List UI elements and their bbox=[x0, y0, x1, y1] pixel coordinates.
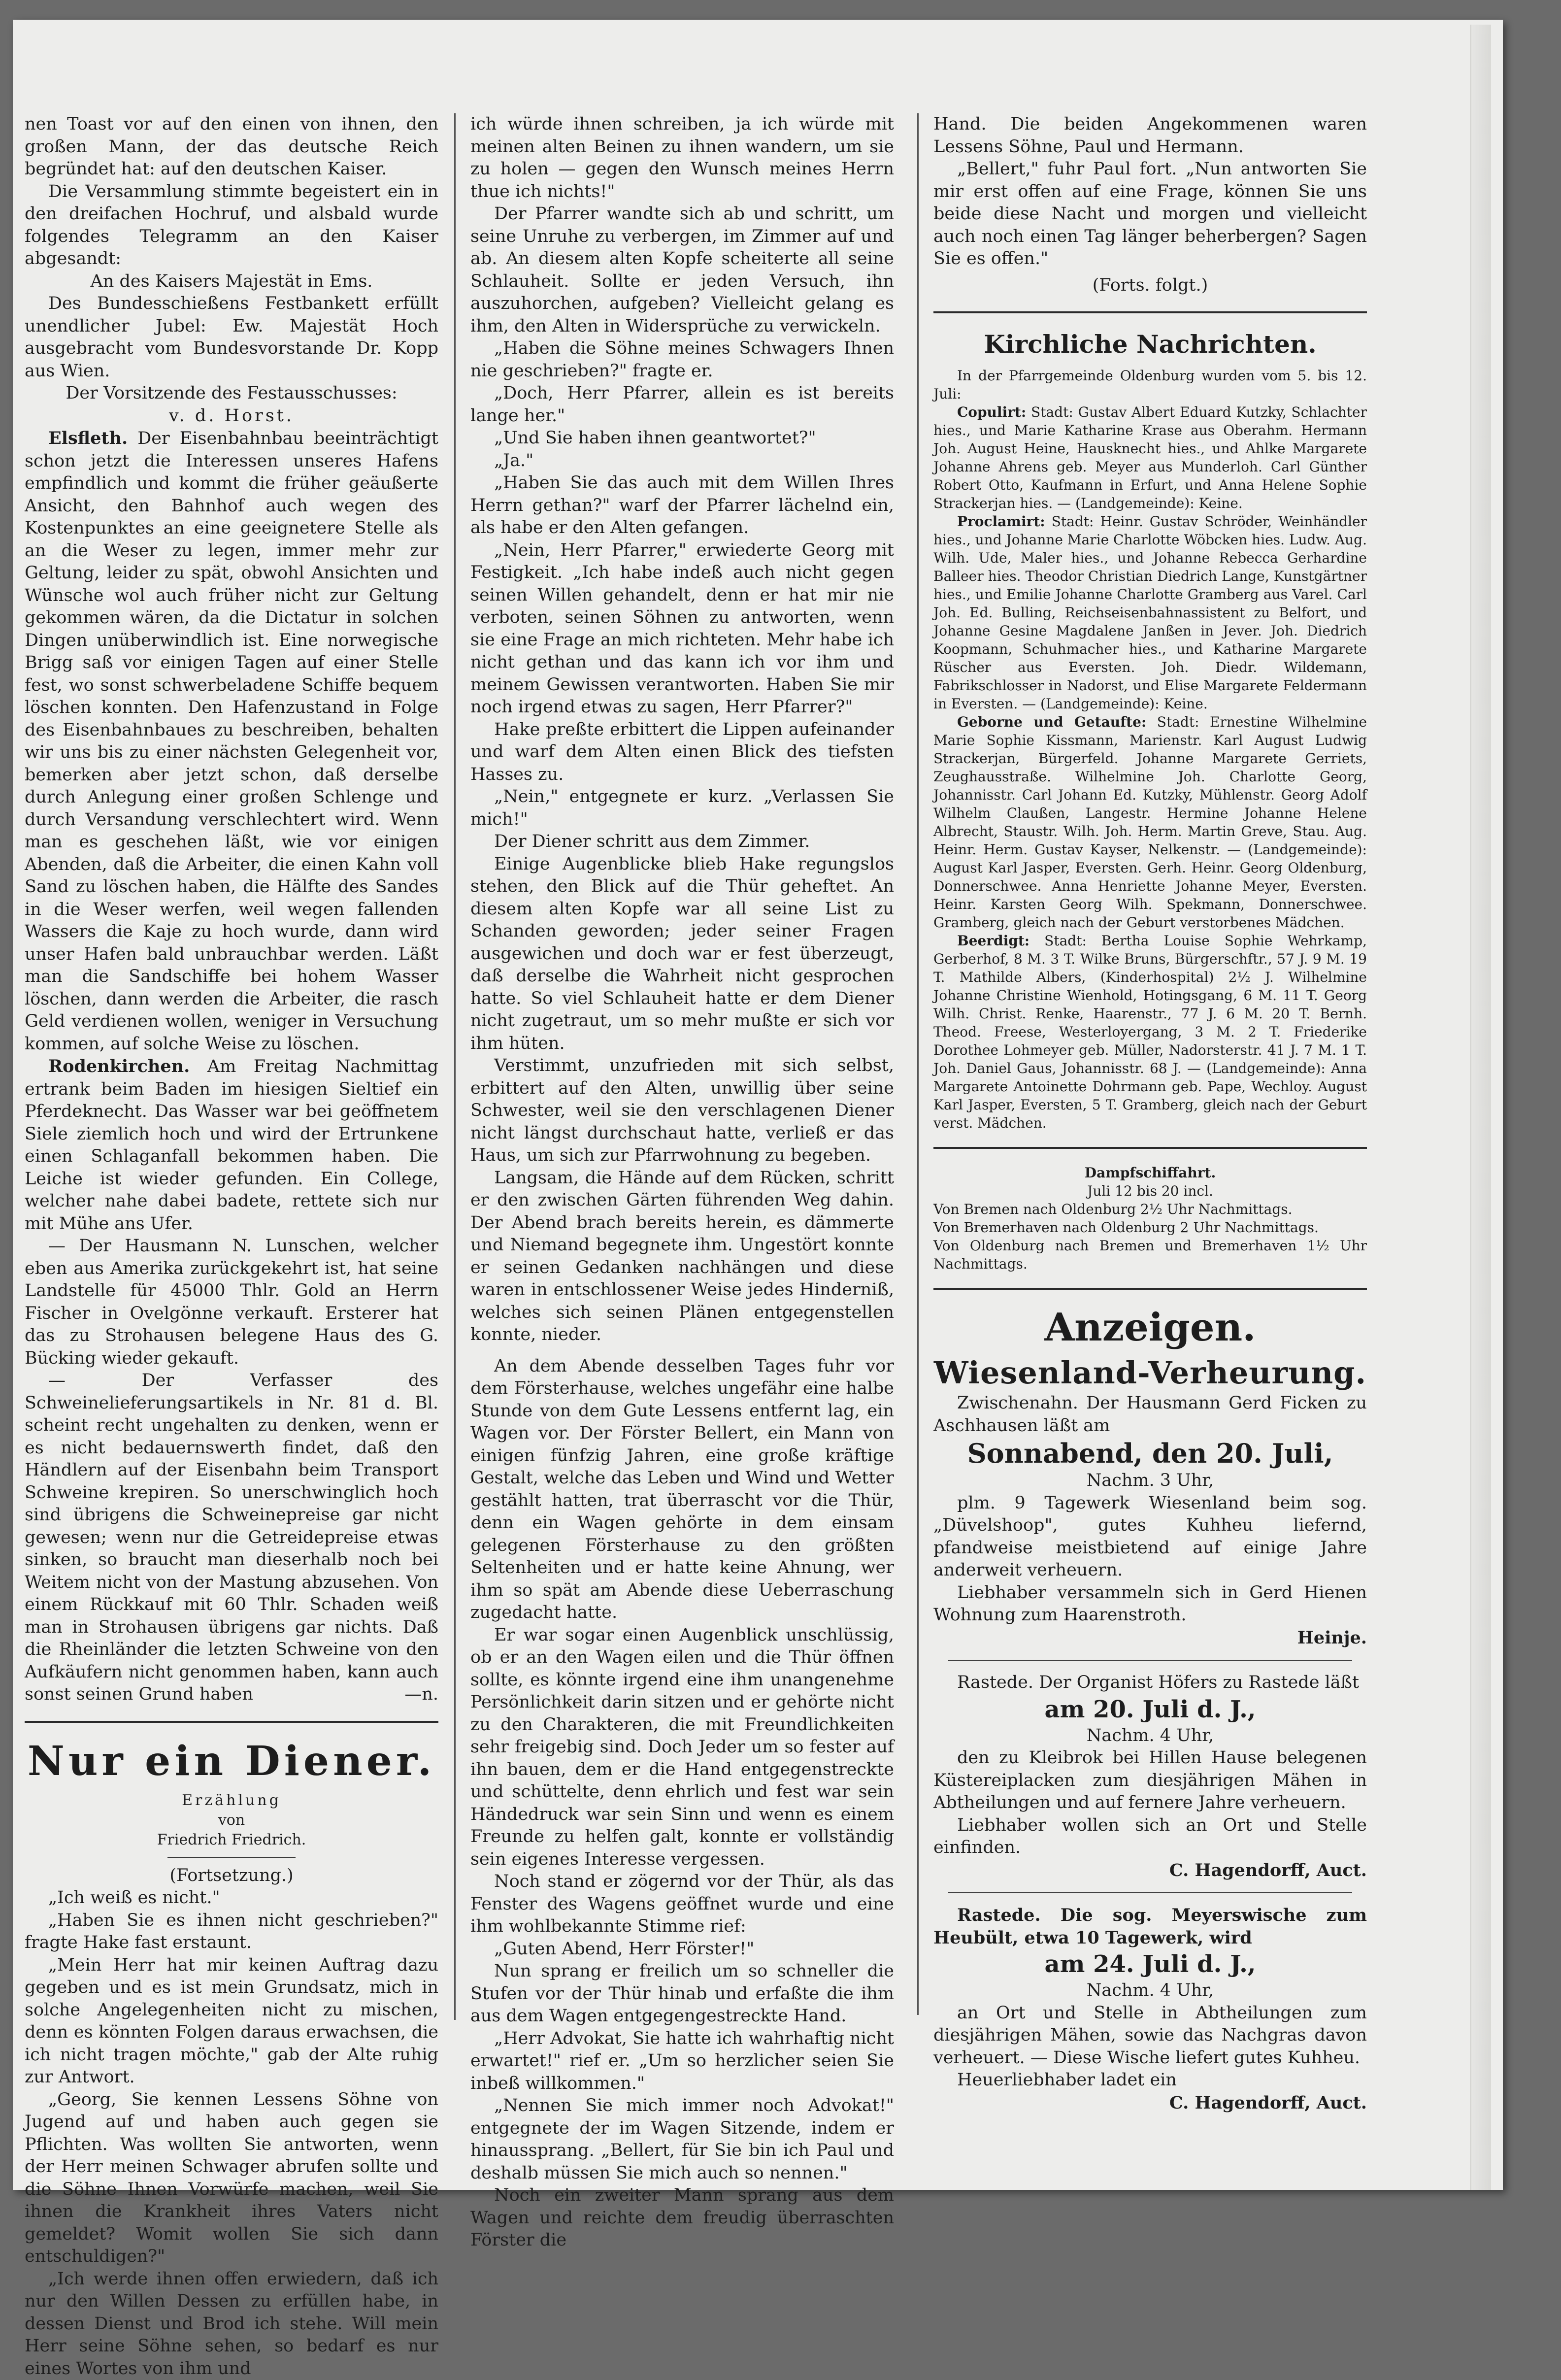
copulirt-text: Stadt: Gustav Albert Eduard Kutzky, Schlachter hies., und Marie Katharine Krase aus Oberahm. Hermann Joh. August Heine, Hausknecht hies., und Ahlke Margarete Johanne Ahrens geb. Meyer aus Munderloh. Carl Günther Robert Otto, Kaufmann in Erfurt, und Anna Helene Sophie Strackerjan hies. — (Landgemeinde): Keine. bbox=[933, 404, 1367, 511]
steamship-line: Von Bremerhaven nach Oldenburg 2 Uhr Nachmittags. bbox=[933, 1218, 1367, 1237]
serial-author: Friedrich Friedrich. bbox=[25, 1830, 438, 1850]
story-text: Noch ein zweiter Mann sprang aus dem Wagen und reichte dem freudig überraschten Förster die bbox=[470, 2184, 894, 2252]
ad-close: Liebhaber wollen sich an Ort und Stelle einfinden. bbox=[933, 1814, 1367, 1859]
story-text: An dem Abende desselben Tages fuhr vor dem Försterhause, welches ungefähr eine halbe Stunde von dem Gute Lessens entfernt lag, ein Wagen vor. Der Förster Bellert, ein Mann von einigen fünfzig Jahren, eine große kräftige Gestalt, welche das Leben und Wind und Wetter gestählt hatten, trat überrascht vor die Thür, denn ein Wagen gehörte in dem einsam gelegenen Försterhause zu den größten Seltenheiten und er hatte keine Ahnung, wer ihm so spät am Abende diese Ueberraschung zugedacht hatte. bbox=[470, 1355, 894, 1624]
ad-body: an Ort und Stelle in Abtheilungen zum diesjährigen Mähen, sowie das Nachgras davon verheuert. — Diese Wische liefert gutes Kuhheu. bbox=[933, 2002, 1367, 2070]
story-text: „Nennen Sie mich immer noch Advokat!" entgegnete der im Wagen Sitzende, indem er hinaussprang. „Bellert, für Sie bin ich Paul und deshalb müssen Sie mich auch so nennen." bbox=[470, 2095, 894, 2184]
ad-heading: Wiesenland-Verheurung. bbox=[933, 1354, 1367, 1392]
article-text: Die Versammlung stimmte begeistert ein in den dreifachen Hochruf, und alsbald wurde folgendes Telegramm an den Kaiser abgesandt: bbox=[25, 181, 438, 270]
ad-intro: Zwischenahn. Der Hausmann Gerd Ficken zu Aschhausen läßt am bbox=[933, 1392, 1367, 1437]
ad-close: Liebhaber versammeln sich in Gerd Hienen Wohnung zum Haarenstroth. bbox=[933, 1582, 1367, 1627]
serial-continuation: (Fortsetzung.) bbox=[25, 1865, 438, 1887]
steamship-title: Dampfschiffahrt. bbox=[933, 1164, 1367, 1182]
beerdigt-label: Beerdigt: bbox=[957, 933, 1030, 949]
story-text: „Ich weiß es nicht." bbox=[25, 1887, 438, 1910]
signer-name: v. d. Horst. bbox=[25, 405, 438, 428]
story-text: „Bellert," fuhr Paul fort. „Nun antworten Sie mir erst offen auf eine Frage, können Sie uns beide diese Nacht und morgen und vielleicht auch noch einen Tag länger beherbergen? Sagen Sie es offen." bbox=[933, 158, 1367, 270]
geborne-text: Stadt: Ernestine Wilhelmine Marie Sophie Kissmann, Marienstr. Karl August Ludwig Strackerjan, Bürgerfeld. Johanne Margarete Gerriets, Zeughausstraße. Wilhelmine Joh. Charlotte Georg, Johannisstr. Carl Johann Ed. Kutzky, Mühlenstr. Georg Adolf Wilhelm Claußen, Langestr. Hermine Johanne Helene Albrecht, Staustr. Wilh. Joh. Herm. Martin Greve, Stau. Aug. Heinr. Herm. Gustav Kayser, Nelkenstr. — (Landgemeinde): August Karl Jasper, Eversten. Gerh. Heinr. Georg Oldenburg, Donnerschwee. Anna Henriette Johanne Meyer, Eversten. Heinr. Karsten Georg Wilh. Spekmann, Donnerschwee. Gramberg, gleich nach der Geburt verstorbenes Mädchen. bbox=[933, 714, 1367, 931]
author-sign: —n. bbox=[381, 1683, 438, 1706]
section-rule bbox=[933, 1147, 1367, 1149]
article-text: — Der Hausmann N. Lunschen, welcher eben aus Amerika zurückgekehrt ist, hat seine Landstelle für 45000 Thlr. Gold an Herrn Fischer in Ovelgönne verkauft. Ersterer hat das zu Strohausen belegene Haus des G. Bücking wieder gekauft. bbox=[25, 1235, 438, 1370]
story-text: Einige Augenblicke blieb Hake regungslos stehen, den Blick auf die Thür geheftet. An diesem alten Kopfe war all seine List zu Schanden geworden; jeder seiner Fragen ausgewichen und doch war er fest überzeugt, daß derselbe die Wahrheit nicht gesprochen hatte. So viel Schlauheit hatte er dem Diener nicht zugetraut, um so mehr mußte er sich vor ihm hüten. bbox=[470, 853, 894, 1055]
ad-intro: Rastede. Die sog. Meyerswische zum Heubült, etwa 10 Tagewerk, wird bbox=[933, 1904, 1367, 1949]
section-rule bbox=[933, 1288, 1367, 1290]
article-text: nen Toast vor auf den einen von ihnen, den großen Mann, der das deutsche Reich begründet hat: auf den deutschen Kaiser. bbox=[25, 113, 438, 181]
column-3 bbox=[933, 113, 1367, 2114]
story-text: „Haben die Söhne meines Schwagers Ihnen nie geschrieben?" fragte er. bbox=[470, 337, 894, 382]
story-text: „Und Sie haben ihnen geantwortet?" bbox=[470, 427, 894, 450]
geborne-label: Geborne und Getaufte: bbox=[957, 714, 1146, 730]
beerdigt-text: Stadt: Bertha Louise Sophie Wehrkamp, Gerberhof, 8 M. 3 T. Wilke Bruns, Bürgerschftr., 57 J. 9 M. 19 T. Mathilde Albers, (Kinderhospital) 2½ J. Wilhelmine Johanne Christine Wienhold, Hotingsgang, 6 M. 11 T. Georg Wilh. Christ. Renke, Haarenstr., 77 J. 6 M. 20 T. Bernh. Theod. Freese, Westerloyergang, 3 M. 2 T. Friederike Dorothee Lohmeyer geb. Müller, Nadorsterstr. 41 J. 7 M. 1 T. Joh. Daniel Gaus, Johannisstr. 68 J. — (Landgemeinde): Anna Margarete Antoinette Dohrmann geb. Pape, Wechloy. August Karl Jasper, Eversten, 5 T. Gramberg, gleich nach der Geburt verst. Mädchen. bbox=[933, 933, 1367, 1131]
proclamirt-text: Stadt: Heinr. Gustav Schröder, Weinhändler hies., und Johanne Marie Charlotte Wöbcken hies. Ludw. Aug. Wilh. Ude, Maler hies., und Johanne Rebecca Gerhardine Balleer hies. Theodor Christian Diedrich Lange, Kunstgärtner hies., und Emilie Johanne Charlotte Gramberg aus Varel. Carl Joh. Ed. Bulling, Reichseisenbahnassistent zu Belfort, und Johanne Gesine Magdalene Janßen in Jever. Joh. Diedrich Koopmann, Schuhmacher hies., und Katharine Margarete Rüscher aus Eversten. Joh. Diedr. Wildemann, Fabrikschlosser in Nadorst, und Elise Margarete Feldermann in Eversten. — (Landgemeinde): Keine. bbox=[933, 513, 1367, 712]
story-text: „Doch, Herr Pfarrer, allein es ist bereits lange her." bbox=[470, 382, 894, 427]
church-news-intro: In der Pfarrgemeinde Oldenburg wurden vom 5. bis 12. Juli: bbox=[933, 367, 1367, 403]
ad-signature: C. Hagendorff, Auct. bbox=[933, 2092, 1367, 2114]
column-2 bbox=[470, 113, 894, 2252]
story-text: Der Pfarrer wandte sich ab und schritt, um seine Unruhe zu verbergen, im Zimmer auf und ab. An diesem alten Kopfe scheiterte all seine Schlauheit. Sollte er jeden Versuch, ihn auszuhorchen, aufgeben? Vielleicht gelang es ihm, den Alten in Widersprüche zu verwickeln. bbox=[470, 203, 894, 337]
story-text: „Nein," entgegnete er kurz. „Verlassen Sie mich!" bbox=[470, 786, 894, 831]
story-text: Der Diener schritt aus dem Zimmer. bbox=[470, 831, 894, 853]
ads-title: Anzeigen. bbox=[933, 1305, 1367, 1351]
story-text: ich würde ihnen schreiben, ja ich würde mit meinen alten Beinen zu ihnen wandern, um sie zu holen — gegen den Wunsch meines Herrn thue ich nichts!" bbox=[470, 113, 894, 203]
story-text: Verstimmt, unzufrieden mit sich selbst, erbittert auf den Alten, unwillig über seine Schwester, weil sie den verschlagenen Diener nicht längst durchschaut hatte, verließ er das Haus, um sich zur Pfarrwohnung zu begeben. bbox=[470, 1055, 894, 1167]
column-1 bbox=[25, 113, 438, 2380]
article-text: Am Freitag Nachmittag ertrank beim Baden im hiesigen Sieltief ein Pferdeknecht. Das Wasser war bei geöffnetem Siele ziemlich hoch und wird der Ertrunkene einen Schlaganfall bekommen haben. Die Leiche ist wieder gefunden. Ein College, welcher nahe dabei badete, rettete sich nur mit Mühe ans Ufer. bbox=[25, 1057, 438, 1234]
ad-time: Nachm. 4 Uhr, bbox=[933, 1725, 1367, 1747]
story-text: Er war sogar einen Augenblick unschlüssig, ob er an den Wagen eilen und die Thür öffnen sollte, es könnte irgend eine ihm unangenehme Persönlichkeit darin sitzen und er gehörte nicht zu den Charakteren, die mit Freundlichkeiten sehr freigebig sind. Doch Jeder um so fester auf ihn bauen, dem er die Hand entgegenstreckte und schüttelte, denn ehrlich und fest war sein Händedruck war sein Sinn und wenn es einem Freunde zu helfen galt, konnte er vollständig sein eigenes Interesse vergessen. bbox=[470, 1624, 894, 1871]
telegram-text: Des Bundesschießens Festbankett erfüllt unendlicher Jubel: Ew. Majestät Hoch ausgebracht vom Bundesvorstande Dr. Kopp aus Wien. bbox=[25, 293, 438, 382]
ad-date: am 20. Juli d. J., bbox=[933, 1694, 1367, 1725]
story-text: „Nein, Herr Pfarrer," erwiederte Georg mit Festigkeit. „Ich habe indeß auch nicht gegen seinen Willen gehandelt, denn er hat mir nie verboten, seinen Söhnen zu antworten, wenn sie eine Frage an mich richteten. Mehr habe ich nicht gethan und das kann ich vor ihm und meinem Gewissen verantworten. Haben Sie mir noch irgend etwas zu sagen, Herr Pfarrer?" bbox=[470, 539, 894, 719]
story-text: „Mein Herr hat mir keinen Auftrag dazu gegeben und es ist mein Grundsatz, mich in solche Angelegenheiten nicht zu mischen, denn es könnten Folgen daraus erwachsen, die ich nicht tragen möchte," gab der Alte ruhig zur Antwort. bbox=[25, 1954, 438, 2089]
ad-rule bbox=[948, 1660, 1352, 1661]
story-text: Nun sprang er freilich um so schneller die Stufen vor der Thür hinab und erfaßte die ihm aus dem Wagen entgegengestreckte Hand. bbox=[470, 1960, 894, 2028]
ad-body: plm. 9 Tagewerk Wiesenland beim sog. „Düvelshoop", gutes Kuhheu liefernd, pfandweise meistbietend auf einige Jahre anderweit verheuern. bbox=[933, 1492, 1367, 1582]
story-text: „Herr Advokat, Sie hatte ich wahrhaftig nicht erwartet!" rief er. „Um so herzlicher seien Sie inbeß willkommen." bbox=[470, 2028, 894, 2095]
serial-subtitle: Erzählung bbox=[25, 1791, 438, 1810]
page-edge bbox=[1470, 25, 1491, 2190]
story-text: Hand. Die beiden Angekommenen waren Lessens Söhne, Paul und Hermann. bbox=[933, 113, 1367, 158]
dateline-rodenkirchen: Rodenkirchen. bbox=[48, 1056, 190, 1076]
article-text: — Der Verfasser des Schweinelieferungsartikels in Nr. 81 d. Bl. scheint recht ungehalten zu denken, wenn er es nicht bedauernswerth findet, daß den Händlern auf der Eisenbahn beim Transport Schweine krepiren. So unerschwinglich hoch sind übrigens die Schweinepreise gar nicht gewesen; wenn nur die Getreidepreise etwas sinken, so braucht man dieserhalb noch bei Weitem nicht von der Mastung abzusehen. Von einem Rückkauf mit 60 Thlr. Schaden weiß man in Strohausen übrigens gar nichts. Daß die Rheinländer die letzten Schweine von den Aufkäufern nicht genommen haben, kann auch sonst seinen Grund haben bbox=[25, 1371, 438, 1704]
story-text: „Guten Abend, Herr Förster!" bbox=[470, 1938, 894, 1961]
church-news-title: Kirchliche Nachrichten. bbox=[933, 328, 1367, 361]
copulirt-label: Copulirt: bbox=[957, 404, 1026, 420]
steamship-line: Von Oldenburg nach Bremen und Bremerhaven 1½ Uhr Nachmittags. bbox=[933, 1237, 1367, 1273]
ad-intro: Rastede. Der Organist Höfers zu Rastede läßt bbox=[933, 1672, 1367, 1694]
story-text: „Haben Sie es ihnen nicht geschrieben?" fragte Hake fast erstaunt. bbox=[25, 1910, 438, 1954]
dateline-elsfleth: Elsfleth. bbox=[48, 428, 128, 448]
story-text: Hake preßte erbittert die Lippen aufeinander und warf dem Alten einen Blick des tiefsten Hasses zu. bbox=[470, 719, 894, 786]
steamship-line: Von Bremen nach Oldenburg 2½ Uhr Nachmittags. bbox=[933, 1200, 1367, 1218]
story-text: „Georg, Sie kennen Lessens Söhne von Jugend auf und haben auch gegen sie Pflichten. Was wollten Sie antworten, wenn der Herr meinen Schwager abrufen sollte und die Söhne Ihnen Vorwürfe machen, weil Sie ihnen die Krankheit ihres Vaters nicht gemeldet? Womit wollen Sie sich dann entschuldigen?" bbox=[25, 2089, 438, 2268]
section-rule bbox=[25, 1721, 438, 1723]
story-text: Noch stand er zögernd vor der Thür, als das Fenster des Wagens geöffnet wurde und eine ihm wohlbekannte Stimme rief: bbox=[470, 1871, 894, 1938]
ad-signature: C. Hagendorff, Auct. bbox=[933, 1859, 1367, 1882]
telegram-address: An des Kaisers Majestät in Ems. bbox=[25, 270, 438, 293]
ad-time: Nachm. 3 Uhr, bbox=[933, 1470, 1367, 1492]
story-text: „Ich werde ihnen offen erwiedern, daß ich nur den Willen Dessen zu erfüllen habe, in dessen Dienst und Brod ich stehe. Will mein Herr seine Söhne sehen, so bedarf es nur eines Wortes von ihm und bbox=[25, 2268, 438, 2380]
ad-rule bbox=[948, 1892, 1352, 1893]
story-text: Langsam, die Hände auf dem Rücken, schritt er den zwischen Gärten führenden Weg dahin. Der Abend brach bereits herein, es dämmerte und Niemand begegnete ihm. Ungestört konnte er seinen Gedanken nachhängen und diese waren in entschlossener Weise jedes Hinderniß, welches sich seinen Plänen entgegenstellen konnte, nieder. bbox=[470, 1167, 894, 1346]
column-rule bbox=[917, 113, 919, 2015]
steamship-dates: Juli 12 bis 20 incl. bbox=[933, 1182, 1367, 1200]
signer-role: Der Vorsitzende des Festausschusses: bbox=[25, 382, 438, 405]
ad-signature: Heinje. bbox=[933, 1627, 1367, 1649]
serial-title: Nur ein Diener. bbox=[25, 1738, 438, 1785]
article-text: Der Eisenbahnbau beeinträchtigt schon jetzt die Interessen unseres Hafens empfindlich und kommt die früher geäußerte Ansicht, den Bahnhof auch wegen des Kostenpunktes an eine geeignetere Stelle als an die Weser zu legen, immer mehr zur Geltung, leider zu spät, obwohl Ansichten und Wünsche wol auch früher nicht zur Geltung gekommen wären, da die Dictatur in solchen Dingen unüberwindlich ist. Eine norwegische Brigg saß vor einigen Tagen auf einer Stelle fest, wo sonst schwerbeladene Schiffe bequem löschen konnten. Den Hafenzustand in Folge des Eisenbahnbaues zu beschreiben, behalten wir uns bis zu einer nächsten Gelegenheit vor, bemerken aber jetzt schon, daß derselbe durch Anlegung einer großen Schlenge und durch Versandung verschlechtert wird. Wenn man es geschehen läßt, wie vor einigen Abenden, daß die Arbeiter, die einen Kahn voll Sand zu löschen haben, die Hälfte des Sandes in die Weser werfen, weil wegen fallenden Wassers die Kaje zu hoch wurde, dann wird unser Hafen bald unbrauchbar werden. Läßt man die Sandschiffe bei hohem Wasser löschen, dann werden die Arbeiter, die rasch Geld verdienen wollen, weniger in Versuchung kommen, auf solche Weise zu löschen. bbox=[25, 429, 438, 1054]
ad-date: am 24. Juli d. J., bbox=[933, 1949, 1367, 1979]
story-text: „Haben Sie das auch mit dem Willen Ihres Herrn gethan?" warf der Pfarrer lächelnd ein, als habe er den Alten gefangen. bbox=[470, 472, 894, 539]
ad-body: den zu Kleibrok bei Hillen Hause belegenen Küstereiplacken zum diesjährigen Mähen in Abtheilungen und auf fernere Jahre verheuern. bbox=[933, 1747, 1367, 1814]
ad-close: Heuerliebhaber ladet ein bbox=[933, 2069, 1367, 2092]
section-rule bbox=[933, 311, 1367, 313]
ad-date: Sonnabend, den 20. Juli, bbox=[933, 1437, 1367, 1470]
serial-by: von bbox=[25, 1810, 438, 1830]
proclamirt-label: Proclamirt: bbox=[957, 513, 1045, 530]
column-rule bbox=[454, 113, 456, 2020]
short-rule bbox=[167, 1857, 296, 1858]
serial-to-be-continued: (Forts. folgt.) bbox=[933, 274, 1367, 297]
story-text: „Ja." bbox=[470, 450, 894, 472]
ad-time: Nachm. 4 Uhr, bbox=[933, 1979, 1367, 2002]
